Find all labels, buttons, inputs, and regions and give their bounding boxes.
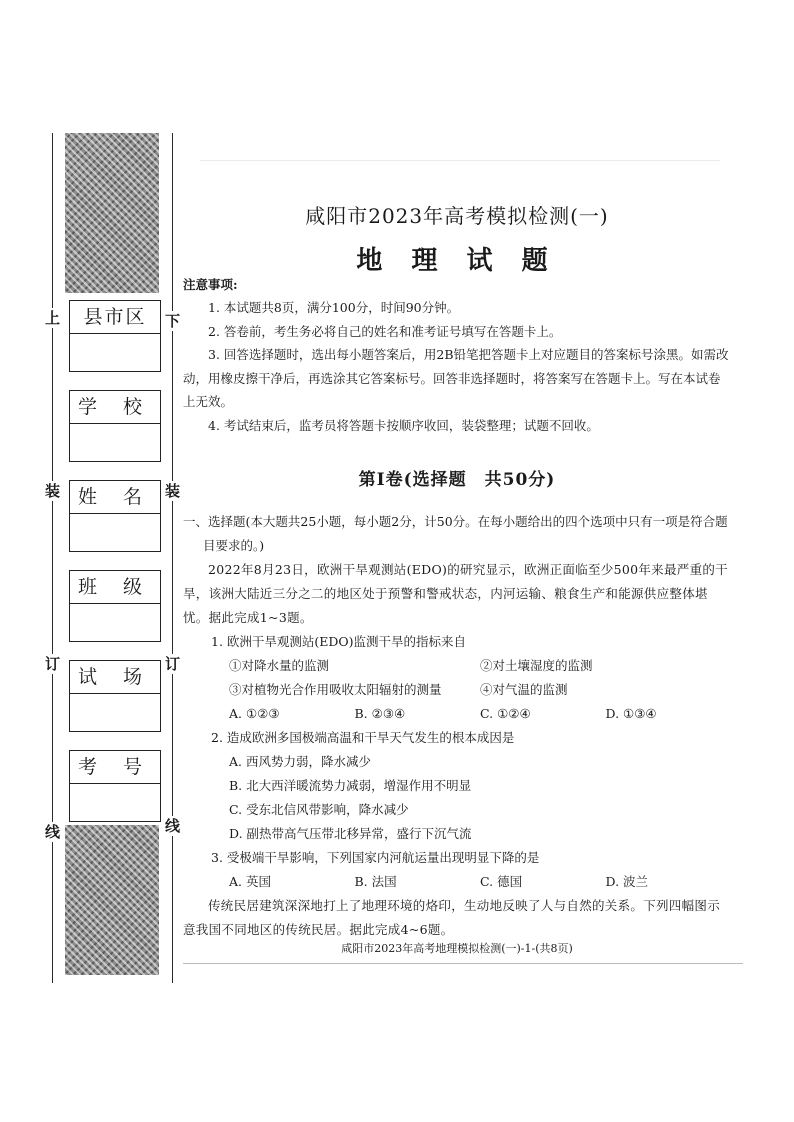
q3-option-a[interactable]: A. 英国: [229, 874, 271, 889]
notice-list: [183, 296, 731, 437]
field-exam-number[interactable]: [69, 750, 161, 822]
question-1-options: [183, 702, 731, 726]
q2-option-c[interactable]: C. 受东北信风带影响，降水减少: [229, 802, 409, 817]
section-instruction: 一、选择题(本大题共25小题，每小题2分，计50分。在每小题给出的四个选项中只有一项是符合题目要求的。): [183, 514, 728, 553]
binding-char-right-1: 下: [165, 312, 181, 330]
section-title: 第Ⅰ卷(选择题 共50分): [358, 470, 556, 490]
notice-item: 2. 答卷前，考生务必将自己的姓名和准考证号填写在答题卡上。: [208, 323, 562, 339]
q3-option-c[interactable]: C. 德国: [480, 874, 523, 889]
binding-char-right-4: 线: [165, 817, 181, 835]
security-pattern-bottom: [65, 825, 159, 975]
passage-2: 传统民居建筑深深地打上了地理环境的烙印，生动地反映了人与自然的关系。下列四幅图示意我国不同地区的传统民居。据此完成4~6题。: [183, 898, 721, 937]
question-1-stem: 1. 欧洲干旱观测站(EDO)监测干旱的指标来自: [211, 634, 467, 649]
field-school[interactable]: [69, 390, 161, 462]
question-area: [183, 510, 731, 942]
binding-char-left-2: 装: [45, 482, 61, 500]
page-footer: 咸阳市2023年高考地理模拟检测(一)-1-(共8页): [341, 942, 573, 955]
q2-option-d[interactable]: D. 副热带高气压带北移异常，盛行下沉气流: [229, 826, 472, 841]
footer-rule: [183, 963, 743, 964]
field-county[interactable]: [69, 300, 161, 372]
q2-option-b[interactable]: B. 北大西洋暖流势力减弱，增湿作用不明显: [229, 778, 472, 793]
notice-item: 1. 本试题共8页，满分100分，时间90分钟。: [208, 300, 460, 315]
subject-title: 地 理 试 题: [356, 246, 558, 276]
question-2-stem: 2. 造成欧洲多国极端高温和干旱天气发生的根本成因是: [211, 730, 515, 745]
field-exam-room-label: 试 场: [70, 661, 160, 694]
field-class[interactable]: [69, 570, 161, 642]
q1-statement-3: ③对植物光合作用吸收太阳辐射的测量: [229, 682, 442, 697]
q3-option-d[interactable]: D. 波兰: [605, 874, 649, 889]
field-name-label: 姓 名: [70, 481, 160, 514]
q2-option-a[interactable]: A. 西风势力弱，降水减少: [229, 754, 371, 769]
field-name[interactable]: [69, 480, 161, 552]
notice-item: 4. 考试结束后，监考员将答题卡按顺序收回，装袋整理；试题不回收。: [208, 417, 599, 433]
notice-heading: 注意事项:: [183, 277, 238, 292]
binding-char-left-1: 上: [45, 309, 61, 327]
exam-title: 咸阳市2023年高考模拟检测(一): [305, 204, 609, 228]
question-3-stem: 3. 受极端干旱影响，下列国家内河航运量出现明显下降的是: [211, 850, 540, 865]
binding-char-right-3: 订: [165, 655, 181, 673]
binding-char-left-3: 订: [45, 655, 61, 673]
passage-1: 2022年8月23日，欧洲干旱观测站(EDO)的研究显示，欧洲正面临至少500年来最严重的干旱，该洲大陆近三分之二的地区处于预警和警戒状态，内河运输、粮食生产和能源供应整体堪忧。据此完成1~3题。: [183, 562, 728, 625]
field-class-label: 班 级: [70, 571, 160, 604]
q1-statement-2: ②对土壤湿度的监测: [480, 658, 593, 673]
binding-char-right-2: 装: [165, 482, 181, 500]
field-school-label: 学 校: [70, 391, 160, 424]
q1-option-c[interactable]: C. ①②④: [480, 706, 531, 721]
q1-option-b[interactable]: B. ②③④: [354, 706, 406, 721]
q3-option-b[interactable]: B. 法国: [354, 874, 397, 889]
question-1-statements-row2: [183, 678, 731, 702]
field-exam-number-label: 考 号: [70, 751, 160, 784]
q1-statement-4: ④对气温的监测: [480, 682, 568, 697]
q1-option-d[interactable]: D. ①③④: [605, 706, 657, 721]
binding-line-left: [52, 133, 53, 983]
security-pattern-top: [65, 133, 159, 293]
notice-item: 3. 回答选择题时，选出每小题答案后，用2B铅笔把答题卡上对应题目的答案标号涂黑。如需改动，用橡皮擦干净后，再选涂其它答案标号。回答非选择题时，将答案写在答题卡上。写在本试卷上无效。: [183, 347, 729, 409]
question-1-statements-row1: [183, 654, 731, 678]
field-county-label: 县市区: [70, 301, 160, 334]
q1-statement-1: ①对降水量的监测: [229, 658, 330, 673]
q1-option-a[interactable]: A. ①②③: [229, 706, 280, 721]
question-3-options: [183, 870, 731, 894]
binding-line-right: [172, 133, 173, 983]
field-exam-room[interactable]: [69, 660, 161, 732]
binding-char-left-4: 线: [45, 823, 61, 841]
